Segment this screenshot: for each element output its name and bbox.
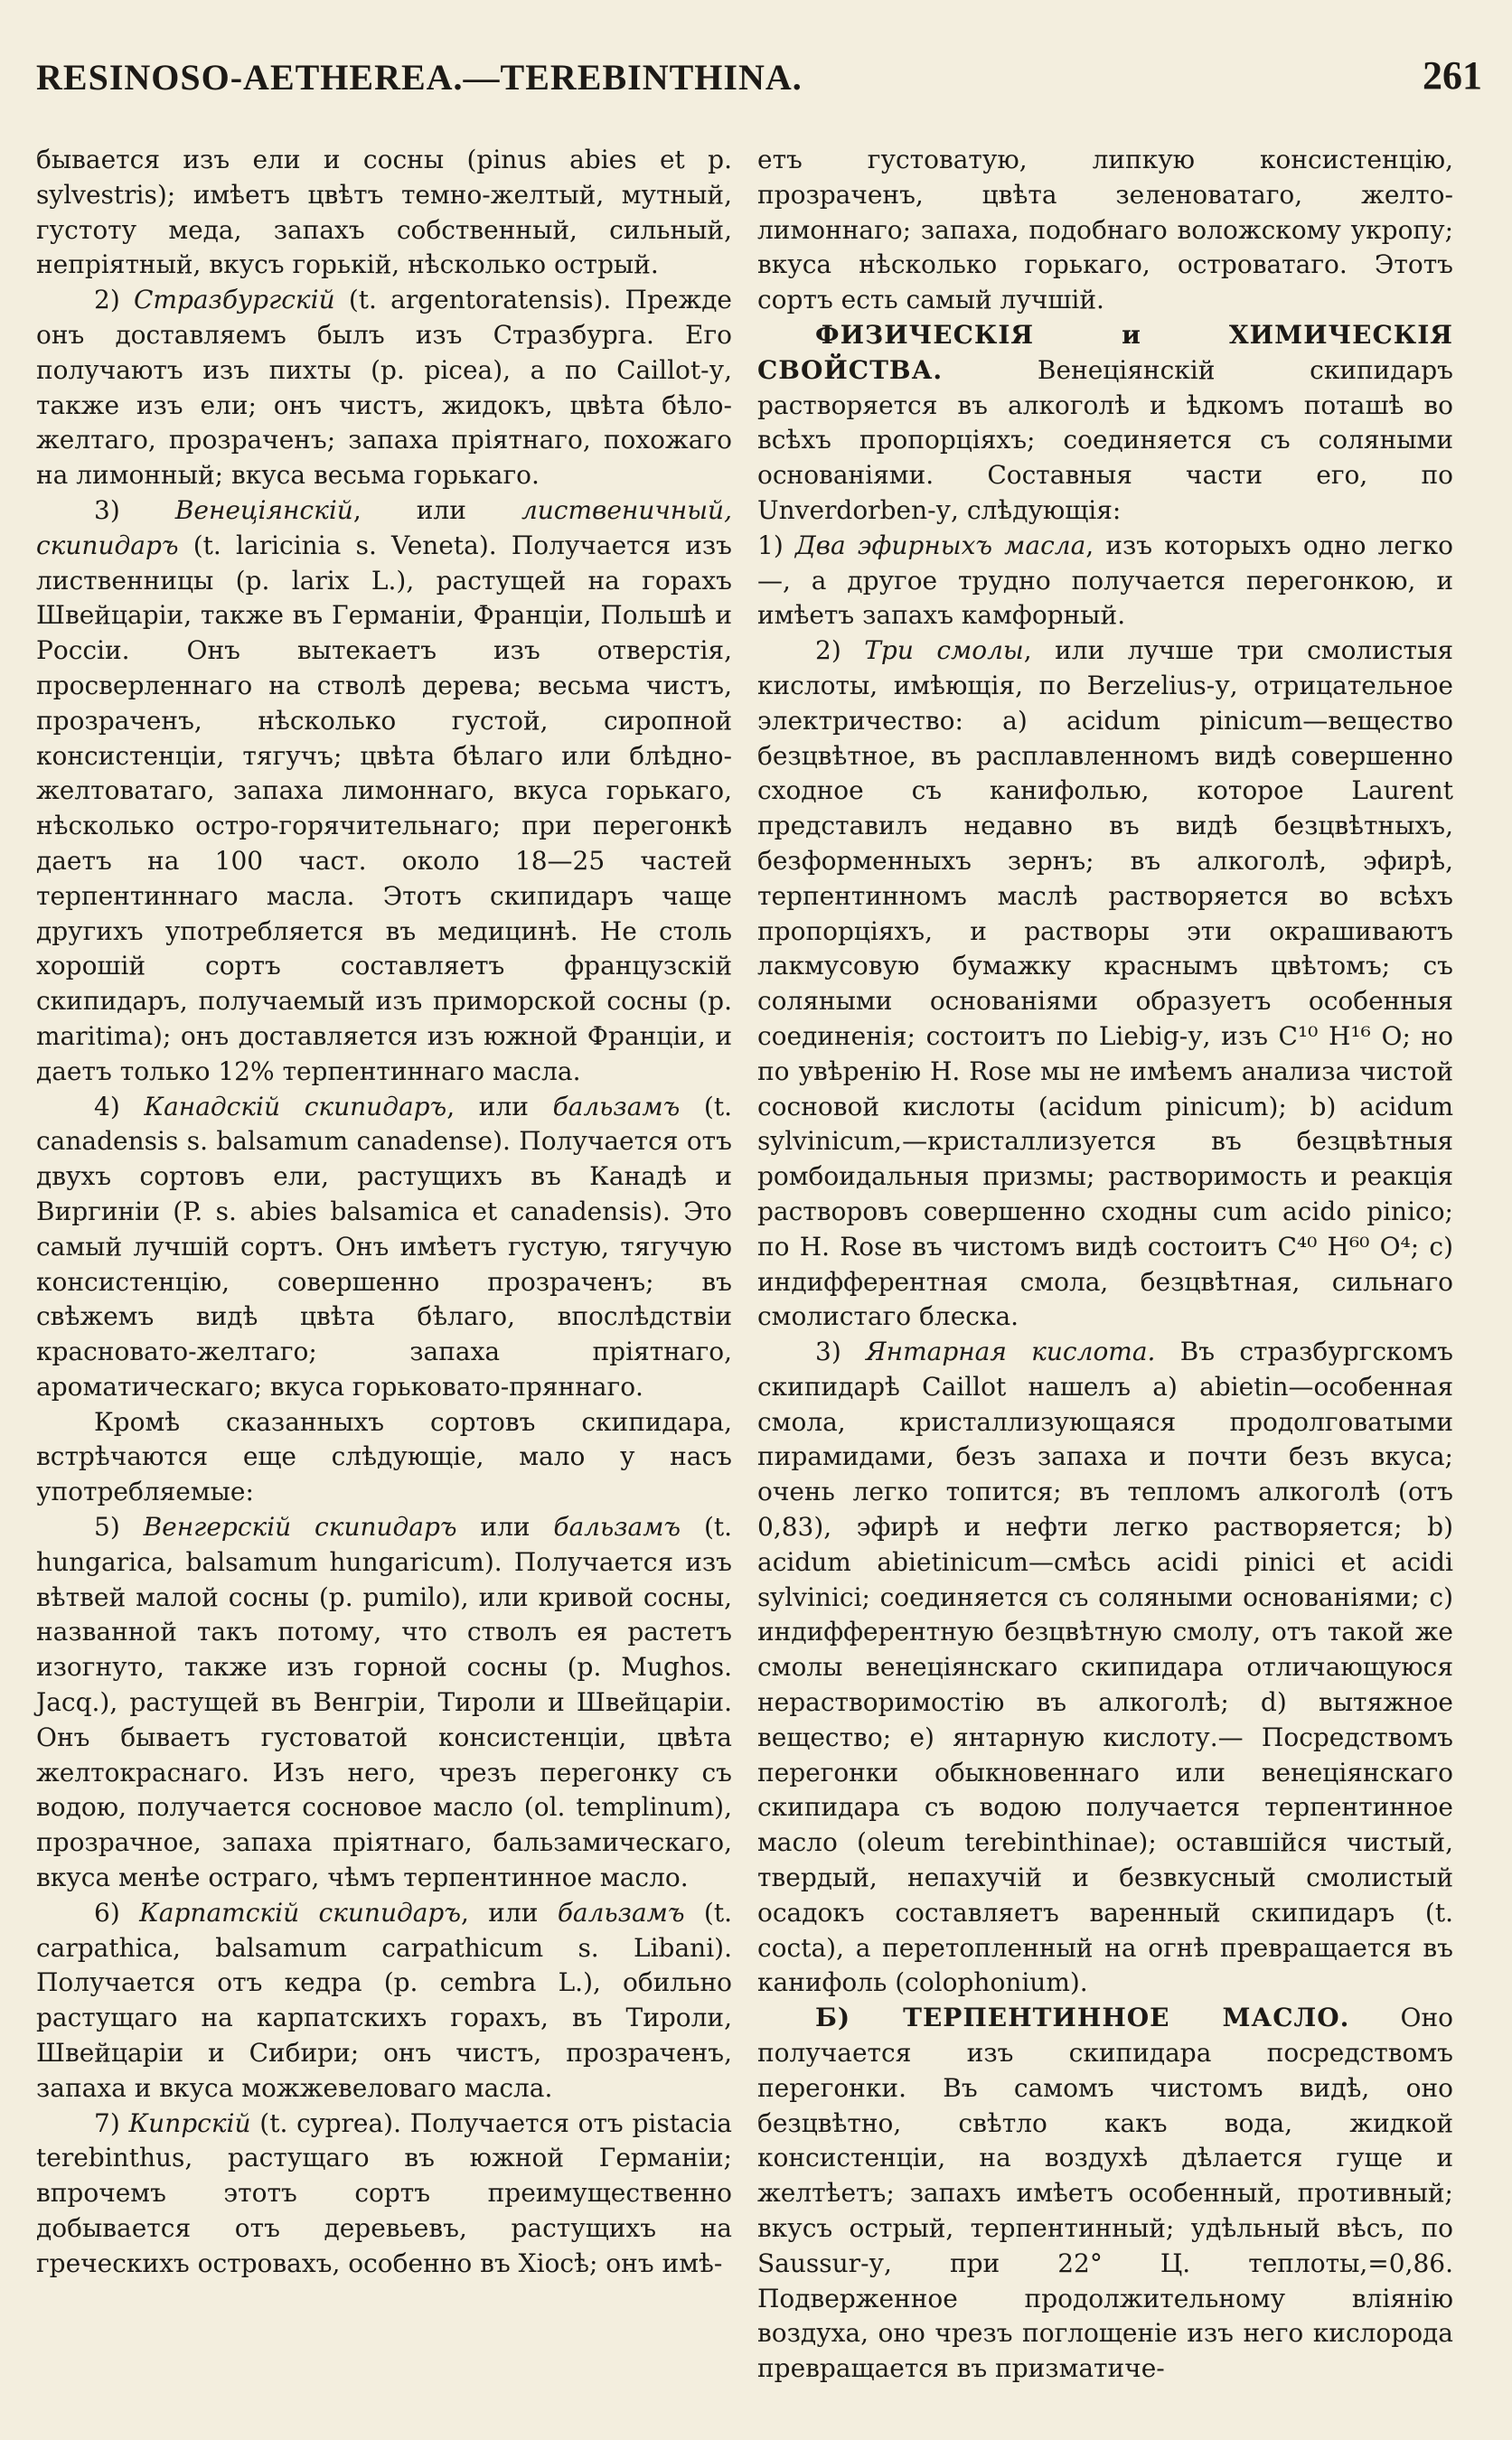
item-number: 4): [94, 1091, 120, 1121]
item-name: Янтарная кислота.: [866, 1337, 1156, 1367]
paragraph-text: Венеціянскій скипидаръ растворяется въ алкоголѣ и ѣдкомъ поташѣ во всѣхъ пропорціяхъ; соединяется съ соляными основаніями. Составныя части его, по Unverdorben-у, слѣдующія:: [757, 354, 1453, 525]
paragraph-text: етъ густоватую, липкую консистенцію, прозраченъ, цвѣта зеленоватаго, желто-лимоннаго; запаха, подобнаго воложскому укропу; вкуса нѣсколько горькаго, островатаго. Этотъ сортъ есть самый лучшій.: [757, 145, 1453, 315]
item-connector: или: [480, 1512, 531, 1543]
item-name: Кипрскій: [128, 2107, 251, 2138]
item-name: Венеціянскій: [174, 494, 353, 525]
item-connector: , или: [461, 1897, 539, 1928]
paragraph: [36, 1405, 732, 1510]
paragraph-text: Кромѣ сказанныхъ сортовъ скипидара, встрѣчаются еще слѣдующіе, мало у насъ употребляемые:: [36, 1406, 732, 1507]
item-name: лиственичный, скипидаръ: [36, 494, 732, 560]
section-heading: ФИЗИЧЕСКІЯ и ХИМИЧЕСКІЯ СВОЙСТВА.: [757, 319, 1453, 385]
paragraph-text: (t. carpathica, balsamum carpathicum s. Libani). Получается отъ кедра (p. cembra L.), обильно растущаго на карпатскихъ горахъ, въ Тироли, Швейцаріи и Сибири; онъ чистъ, прозраченъ, запаха и вкуса можжевеловаго масла.: [36, 1897, 732, 2103]
running-title: RESINOSO-AETHEREA.—TEREBINTHINA.: [36, 57, 803, 98]
item-name: Два эфирныхъ масла: [794, 530, 1086, 560]
paragraph-text: , изъ которыхъ одно легко—, а другое трудно получается перегонкою, и имѣетъ запахъ камфорный.: [757, 530, 1453, 631]
page-header: [36, 53, 1482, 112]
paragraph-text: , или лучше три смолистыя кислоты, имѣющія, по Berzelius-у, отрицательное электричество: a) acidum pinicum—вещество безцвѣтное, въ расплавленномъ видѣ совершенно сходное съ канифолью, которое Laurent представилъ недавно въ видѣ безцвѣтныхъ, безформенныхъ зернъ; въ алкоголѣ, эфирѣ, терпентинномъ маслѣ растворяется во всѣхъ пропорціяхъ, и растворы эти окрашиваютъ лакмусовую бумажку краснымъ цвѣтомъ; съ соляными основаніями образуетъ особенныя соединенія; состоитъ по Liebig-у, изъ C¹⁰ H¹⁶ O; но по увѣренію H. Rose мы не имѣемъ анализа чистой сосновой кислоты (acidum pinicum); b) acidum sylvinicum,—кристаллизуется въ безцвѣтныя ромбоидальныя призмы; растворимость и реакція растворовъ совершенно сходны cum acido pinico; по H. Rose въ чистомъ видѣ состоитъ C⁴⁰ H⁶⁰ O⁴; c) индифферентная смола, безцвѣтная, сильнаго смолистаго блеска.: [757, 635, 1453, 1332]
paragraph-text: Въ стразбургскомъ скипидарѣ Caillot нашелъ a) abietin—особенная смола, кристаллизующаяся продолговатыми пирамидами, безъ запаха и почти безъ вкуса; очень легко топится; въ тепломъ алкоголѣ (отъ 0,83), эфирѣ и нефти легко растворяется; b) acidum abietinicum—смѣсь acidi pinici et acidi sylvinici; соединяется съ соляными основаніями; c) индифферентную безцвѣтную смолу, отъ такой же смолы венеціянскаго скипидара отличающуюся нерастворимостію въ алкоголѣ; d) вытяжное вещество; e) янтарную кислоту.— Посредствомъ перегонки обыкновеннаго или венеціянскаго скипидара съ водою получается терпентинное масло (oleum terebinthinae); оставшійся чистый, твердый, непахучій и безвкусный смолистый осадокъ составляетъ варенный скипидаръ (t. cocta), а перетопленный на огнѣ превращается въ канифоль (colophonium).: [757, 1337, 1453, 1998]
page-number: 261: [1423, 53, 1482, 98]
paragraph: [36, 1510, 732, 1896]
item-name: бальзамъ: [557, 1897, 685, 1928]
paragraph: [36, 1090, 732, 1405]
item-number: 5): [94, 1512, 120, 1543]
item-number: 3): [94, 494, 120, 525]
item-connector: , или: [352, 494, 466, 525]
item-number: 2): [815, 635, 841, 666]
paragraph-text: (t. canadensis s. balsamum canadense). Получается отъ двухъ сортовъ ели, растущихъ въ Канадѣ и Виргиніи (P. s. abies balsamica et canadensis). Это самый лучшій сортъ. Онъ имѣетъ густую, тягучую консистенцію, совершенно прозраченъ; въ свѣжемъ видѣ цвѣта бѣлаго, впослѣдствіи красновато-желтаго; запаха пріятнаго, ароматическаго; вкуса горьковато-пряннаго.: [36, 1091, 732, 1402]
paragraph: [757, 529, 1453, 633]
section-heading: Б) ТЕРПЕНТИННОЕ МАСЛО.: [815, 2003, 1350, 2033]
paragraph: [757, 143, 1453, 318]
item-number: 6): [94, 1897, 120, 1928]
paragraph-text: (t. laricinia s. Veneta). Получается изъ лиственницы (p. larix L.), растущей на горахъ Швейцаріи, также въ Германіи, Франціи, Польшѣ и Россіи. Онъ вытекаетъ изъ отверстія, просверленнаго на стволѣ дерева; весьма чистъ, прозраченъ, нѣсколько густой, сиропной консистенціи, тягучъ; цвѣта бѣлаго или блѣдно-желтоватаго, запаха лимоннаго, вкуса горькаго, нѣсколько остро-горячительнаго; при перегонкѣ даетъ на 100 част. около 18—25 частей терпентиннаго масла. Этотъ скипидаръ чаще другихъ употребляется въ медицинѣ. Не столь хорошій сортъ составляетъ французскій скипидаръ, получаемый изъ приморской сосны (p. maritima); онъ доставляется изъ южной Франціи, и даетъ только 12% терпентиннаго масла.: [36, 530, 732, 1086]
paragraph-text: Оно получается изъ скипидара посредствомъ перегонки. Въ самомъ чистомъ видѣ, оно безцвѣтно, свѣтло какъ вода, жидкой консистенціи, на воздухѣ дѣлается гуще и желтѣетъ; запахъ имѣетъ особенный, противный; вкусъ острый, терпентинный; удѣльный вѣсъ, по Saussur-у, при 22° Ц. теплоты,=0,86. Подверженное продолжительному вліянію воздуха, оно чрезъ поглощеніе изъ него кислорода превращается въ призматиче-: [757, 2003, 1453, 2384]
right-column: [757, 143, 1453, 2387]
item-name: Три смолы: [864, 635, 1024, 666]
item-number: 7): [94, 2107, 120, 2138]
paragraph: [757, 318, 1453, 529]
item-number: 1): [757, 530, 784, 560]
paragraph: [36, 2107, 732, 2282]
item-name: Венгерскій скипидаръ: [143, 1512, 457, 1543]
paragraph: [36, 493, 732, 1090]
paragraph-text: (t. hungarica, balsamum hungaricum). Получается изъ вѣтвей малой сосны (p. pumilo), или кривой сосны, названной такъ потому, что стволъ ея растетъ изогнуто, также изъ горной сосны (p. Mughos. Jacq.), растущей въ Венгріи, Тироли и Швейцаріи. Онъ бываетъ густоватой консистенціи, цвѣта желтокраснаго. Изъ него, чрезъ перегонку съ водою, получается сосновое масло (ol. templinum), прозрачное, запаха пріятнаго, бальзамическаго, вкуса менѣе остраго, чѣмъ терпентинное масло.: [36, 1512, 733, 1893]
paragraph: [36, 283, 732, 493]
item-number: 2): [94, 285, 120, 315]
paragraph: [757, 1335, 1453, 2001]
item-name: Стразбургскій: [133, 285, 335, 315]
item-name: Канадскій скипидаръ: [144, 1091, 447, 1121]
paragraph: [36, 1896, 732, 2107]
item-name: Карпатскій скипидаръ: [139, 1897, 462, 1928]
item-number: 3): [815, 1337, 841, 1367]
item-connector: , или: [446, 1091, 529, 1121]
left-column: [36, 143, 732, 2282]
paragraph: [757, 633, 1453, 1335]
paragraph: [36, 143, 732, 283]
paragraph: [757, 2001, 1453, 2387]
paragraph-text: (t. cyprea). Получается отъ pistacia terebinthus, растущаго въ южной Германіи; впрочемъ этотъ сортъ преимущественно добывается отъ деревьевъ, растущихъ на греческихъ островахъ, особенно въ Хіосѣ; онъ имѣ-: [36, 2107, 732, 2278]
item-name: бальзамъ: [552, 1091, 681, 1121]
paragraph-text: (t. argentoratensis). Прежде онъ доставляемъ былъ изъ Стразбурга. Его получаютъ изъ пихты (p. picea), а по Caillot-у, также изъ ели; онъ чистъ, жидокъ, цвѣта бѣло-желтаго, прозраченъ; запаха пріятнаго, похожаго на лимонный; вкуса весьма горькаго.: [36, 285, 732, 491]
item-name: бальзамъ: [553, 1512, 681, 1543]
paragraph-text: бывается изъ ели и сосны (pinus abies et p. sylvestris); имѣетъ цвѣтъ темно-желтый, мутный, густоту меда, запахъ собственный, сильный, непріятный, вкусъ горькій, нѣсколько острый.: [36, 145, 732, 280]
